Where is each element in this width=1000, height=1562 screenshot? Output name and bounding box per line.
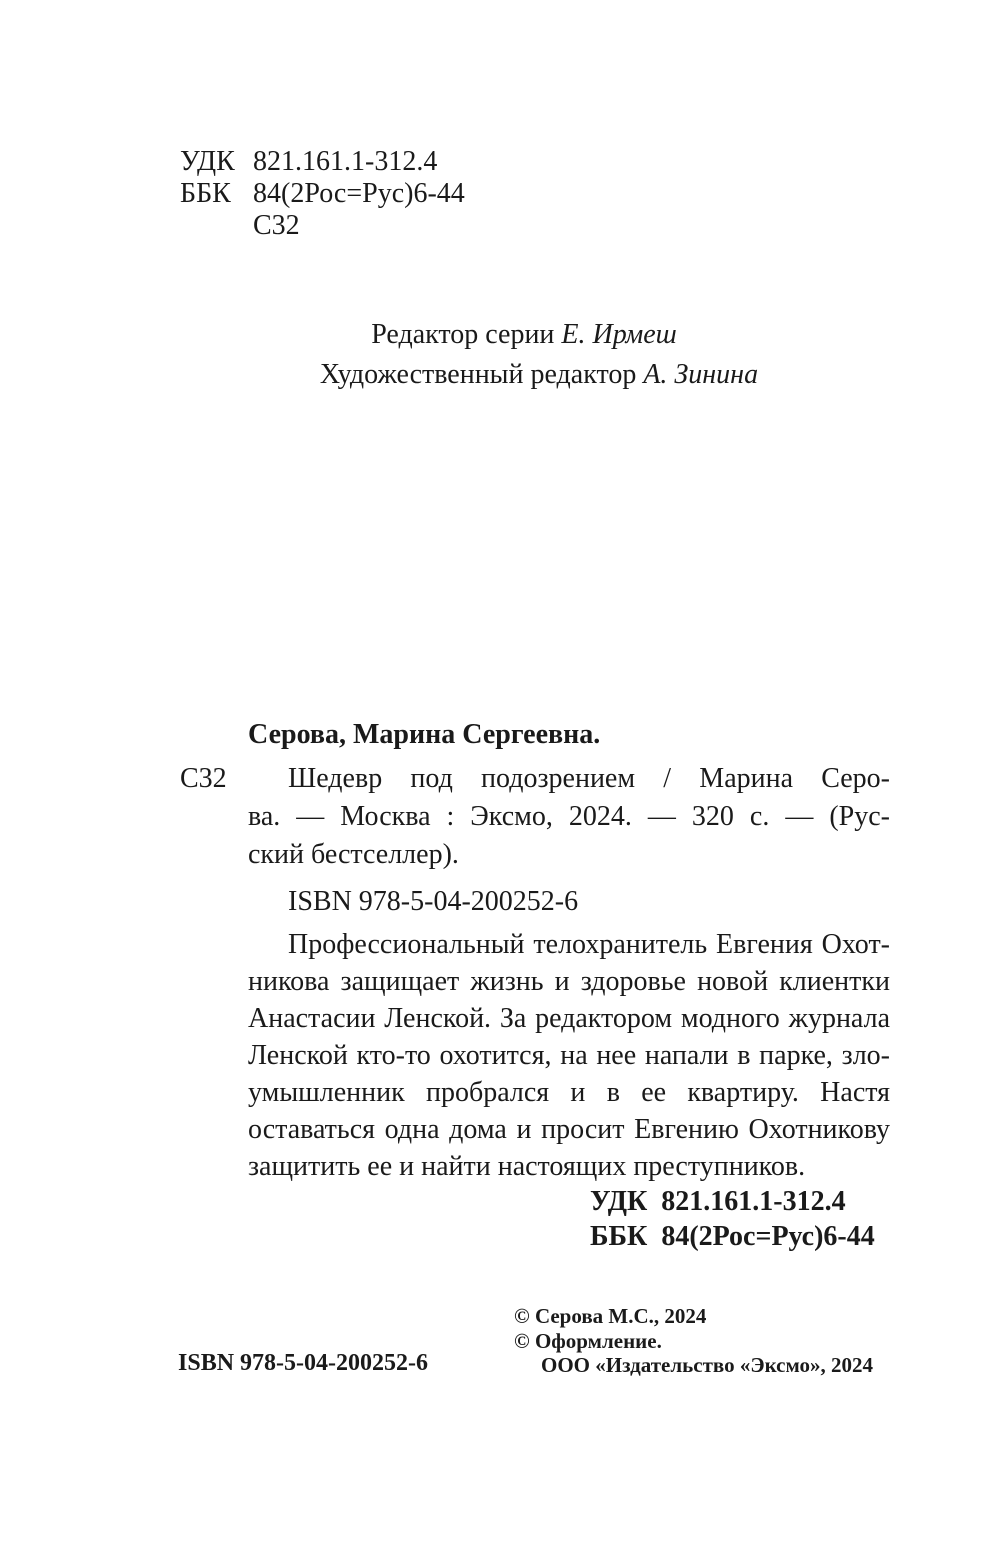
series-editor-role: Редактор серии xyxy=(371,319,555,350)
annotation-line-4: Ленской кто-то охотится, на нее напали в парке, зло- xyxy=(248,1040,890,1071)
annotation-line-1: Профессиональный телохранитель Евгения Охот- xyxy=(288,929,890,960)
card-isbn: ISBN 978-5-04-200252-6 xyxy=(288,886,579,917)
card-udk-value: 821.161.1-312.4 xyxy=(661,1186,846,1217)
copyright-author: © Серова М.С., 2024 xyxy=(514,1304,707,1328)
top-bbk-label: ББК xyxy=(180,178,231,209)
annotation-line-7: защитить ее и найти настоящих преступников. xyxy=(248,1151,806,1182)
author-heading: Серова, Марина Сергеевна. xyxy=(248,719,601,750)
series-editor-line xyxy=(0,318,1000,351)
top-author-sign: С32 xyxy=(253,210,300,241)
card-udk-label: УДК xyxy=(590,1186,648,1217)
annotation-line-3: Анастасии Ленской. За редактором модного журнала xyxy=(248,1003,890,1034)
annotation-line-5: умышленник пробрался и в ее квартиру. Настя xyxy=(248,1077,890,1108)
footer-isbn: ISBN 978-5-04-200252-6 xyxy=(178,1350,428,1376)
top-udk-value: 821.161.1-312.4 xyxy=(253,146,438,177)
art-editor-line xyxy=(0,358,1000,391)
art-editor-role: Художественный редактор xyxy=(319,359,637,390)
top-author-sign-row xyxy=(180,210,300,242)
card-bbk-value: 84(2Рос=Рус)6-44 xyxy=(661,1221,875,1252)
description-line-3: ский бестселлер). xyxy=(248,839,459,870)
annotation-line-6: оставаться одна дома и просит Евгению Охотникову xyxy=(248,1114,890,1145)
card-bbk-row xyxy=(590,1220,875,1253)
series-editor-name: Е. Ирмеш xyxy=(561,319,677,350)
annotation-line-2: никова защищает жизнь и здоровье новой клиентки xyxy=(248,966,890,997)
copyright-design-line-2: ООО «Издательство «Эксмо», 2024 xyxy=(541,1353,874,1377)
top-bbk-value: 84(2Рос=Рус)6-44 xyxy=(253,178,465,209)
card-bbk-label: ББК xyxy=(590,1221,648,1252)
card-udk-row xyxy=(590,1185,846,1218)
description-line-2: ва. — Москва : Эксмо, 2024. — 320 с. — (Рус- xyxy=(248,801,890,832)
art-editor-name: А. Зинина xyxy=(643,359,759,390)
card-author-sign: С32 xyxy=(180,763,227,794)
copyright-design-line-1: © Оформление. xyxy=(514,1329,662,1353)
top-udk-label: УДК xyxy=(180,146,235,177)
top-udk-row xyxy=(180,146,437,178)
description-line-1: Шедевр под подозрением / Марина Серо- xyxy=(288,763,890,794)
top-bbk-row xyxy=(180,178,465,210)
